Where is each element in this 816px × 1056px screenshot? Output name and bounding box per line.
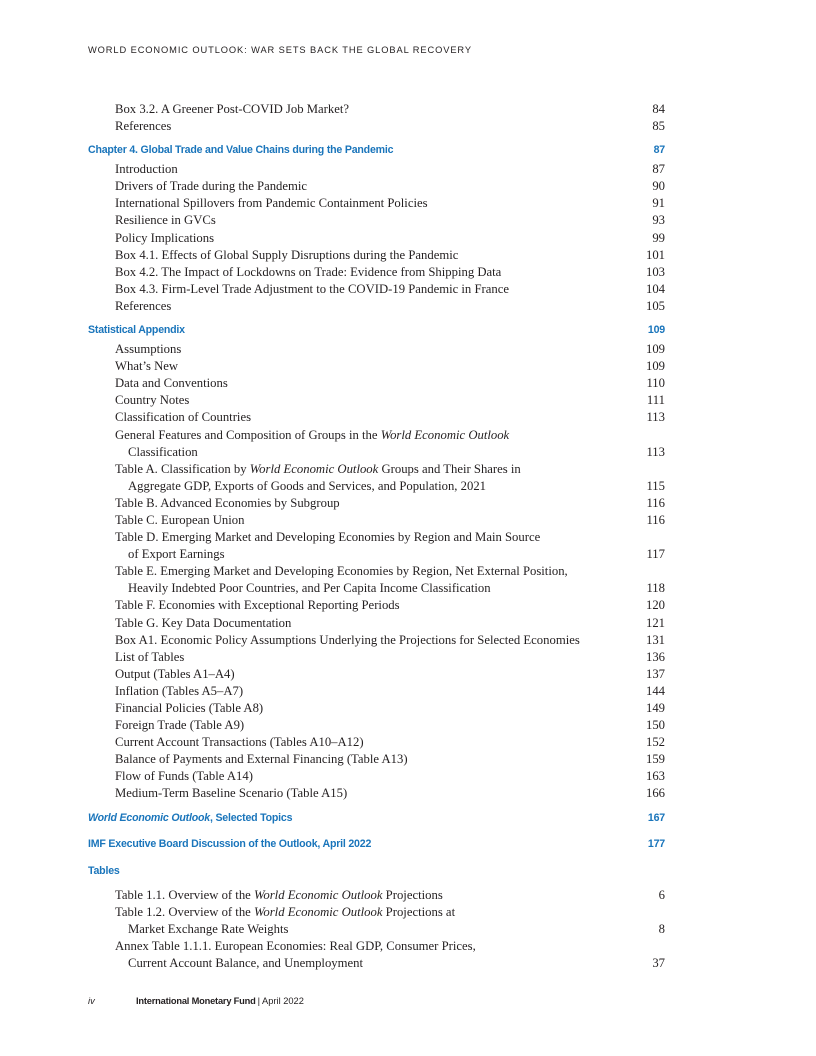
entry-page: 136: [645, 649, 665, 664]
entry-text: Country Notes: [115, 393, 190, 408]
entry-page: 93: [652, 213, 665, 228]
entry-text: Table G. Key Data Documentation: [115, 615, 292, 630]
entry-page: 120: [645, 598, 665, 613]
toc-entry-table-1-2[interactable]: [88, 904, 665, 938]
entry-text: Introduction: [115, 162, 178, 177]
entry-page: 110: [646, 376, 665, 391]
entry-page: 149: [645, 701, 665, 715]
entry-text: Flow of Funds (Table A14): [115, 769, 253, 784]
section-title: Statistical Appendix: [88, 324, 185, 337]
entry-page: 117: [646, 547, 665, 562]
entry-page: 105: [645, 298, 665, 313]
entry-page: 113: [646, 444, 665, 459]
entry-text: Table D. Emerging Market and Developing Economies by Region and Main Source: [115, 530, 541, 545]
entry-page: 113: [646, 410, 665, 425]
entry-text: Table 1.2. Overview of the: [115, 904, 254, 919]
toc-entry[interactable]: [88, 785, 665, 802]
toc-entry[interactable]: [88, 683, 665, 700]
toc-group-appendix-c: [88, 597, 665, 802]
toc-entry[interactable]: [88, 264, 665, 281]
entry-page: 91: [652, 196, 665, 211]
toc-entry[interactable]: [88, 161, 665, 178]
entry-text: Box 4.1. Effects of Global Supply Disruptions during the Pandemic: [115, 247, 459, 262]
toc-entry[interactable]: [88, 597, 665, 614]
toc-chapter4-heading[interactable]: [88, 143, 665, 157]
toc-entry[interactable]: [88, 358, 665, 375]
entry-text: Table C. European Union: [115, 512, 245, 527]
entry-text-after: Groups and Their Shares in: [378, 461, 521, 476]
entry-text: Annex Table 1.1.1. European Economies: Real GDP, Consumer Prices,: [115, 938, 476, 953]
entry-text: Table E. Emerging Market and Developing Economies by Region, Net External Position,: [115, 564, 568, 579]
section-page: 87: [653, 144, 665, 157]
entry-page: 137: [645, 666, 665, 681]
entry-page: 118: [646, 581, 665, 596]
toc-weo-selected-topics-heading[interactable]: [88, 811, 665, 825]
entry-page: 115: [646, 478, 665, 493]
entry-continuation: of Export Earnings: [128, 547, 225, 562]
toc-entry[interactable]: [88, 734, 665, 751]
toc-entry-table-d[interactable]: [88, 529, 665, 563]
entry-page: 116: [646, 495, 665, 510]
toc-entry[interactable]: [88, 298, 665, 315]
entry-continuation: Current Account Balance, and Unemployment: [128, 955, 364, 970]
publication-date: April 2022: [262, 996, 304, 1006]
entry-page: 121: [645, 615, 665, 630]
entry-text: Box 4.3. Firm-Level Trade Adjustment to the COVID-19 Pandemic in France: [115, 281, 509, 296]
section-title: Tables: [88, 864, 120, 877]
entry-page: 6: [658, 887, 665, 902]
entry-text: Table F. Economies with Exceptional Reporting Periods: [115, 598, 400, 613]
toc-entry-table-e[interactable]: [88, 563, 665, 597]
entry-continuation: Aggregate GDP, Exports of Goods and Services, and Population, 2021: [128, 478, 487, 493]
toc-entry[interactable]: [88, 512, 665, 529]
entry-italic: World Economic Outlook: [249, 461, 379, 476]
entry-page: 150: [645, 718, 665, 733]
entry-text: International Spillovers from Pandemic Containment Policies: [115, 196, 428, 211]
toc-entry[interactable]: [88, 495, 665, 512]
toc-group-appendix-b: [88, 495, 665, 529]
entry-text: What’s New: [115, 359, 179, 374]
entry-text: Resilience in GVCs: [115, 213, 216, 228]
toc-group-chapter4: [88, 161, 665, 315]
entry-page: 103: [645, 264, 665, 279]
entry-page: 8: [658, 921, 665, 936]
toc-entry[interactable]: [88, 666, 665, 683]
toc-entry[interactable]: [88, 615, 665, 632]
section-page: 167: [647, 811, 665, 824]
section-title: Chapter 4. Global Trade and Value Chains during the Pandemic: [88, 144, 394, 157]
page-folio: iv: [88, 996, 95, 1006]
toc-statistical-appendix-heading[interactable]: [88, 323, 665, 337]
entry-italic: World Economic Outlook: [253, 887, 383, 902]
entry-page: 159: [645, 752, 665, 767]
footer-separator: |: [257, 996, 261, 1006]
toc-entry[interactable]: [88, 392, 665, 409]
toc-imf-board-heading[interactable]: [88, 837, 665, 851]
entry-page: 109: [645, 359, 665, 374]
toc-entry[interactable]: [88, 751, 665, 768]
toc-entry[interactable]: [88, 230, 665, 247]
section-title: IMF Executive Board Discussion of the Outlook, April 2022: [88, 837, 372, 850]
entry-text: Assumptions: [115, 342, 182, 357]
toc-entry[interactable]: [88, 632, 665, 649]
running-header: WORLD ECONOMIC OUTLOOK: WAR SETS BACK THE GLOBAL RECOVERY: [88, 45, 472, 55]
toc-entry[interactable]: [88, 700, 665, 717]
entry-text: Balance of Payments and External Financing (Table A13): [115, 752, 408, 767]
toc-entry[interactable]: [88, 101, 665, 118]
entry-page: 87: [652, 162, 665, 177]
toc-entry-annex-table-1-1-1[interactable]: [88, 938, 665, 972]
entry-page: 85: [652, 119, 665, 134]
toc-entry[interactable]: [88, 768, 665, 785]
entry-text: Data and Conventions: [115, 376, 228, 391]
entry-text: Foreign Trade (Table A9): [115, 718, 245, 733]
toc-entry[interactable]: [88, 195, 665, 212]
entry-page: 116: [646, 512, 665, 527]
entry-text-after: Projections at: [382, 904, 456, 919]
page-footer: [88, 996, 304, 1006]
entry-text: Medium-Term Baseline Scenario (Table A15): [115, 786, 348, 801]
entry-page: 163: [645, 769, 665, 784]
toc-entry[interactable]: [88, 375, 665, 392]
entry-text: Output (Tables A1–A4): [115, 666, 235, 681]
toc-entry[interactable]: [88, 118, 665, 135]
entry-text: General Features and Composition of Groups in the: [115, 427, 381, 442]
entry-text: Policy Implications: [115, 230, 215, 245]
section-page: 109: [647, 324, 665, 337]
entry-page: 101: [645, 247, 665, 262]
toc-tables-heading: [88, 864, 665, 878]
toc-entry[interactable]: [88, 409, 665, 426]
entry-page: 109: [645, 342, 665, 357]
publisher-name: International Monetary Fund: [136, 996, 256, 1006]
toc-entry[interactable]: [88, 178, 665, 195]
section-title-italic: World Economic Outlook: [88, 811, 210, 824]
toc-group-chapter3-tail: [88, 101, 665, 135]
entry-text: Classification of Countries: [115, 410, 252, 425]
toc-entry[interactable]: [88, 212, 665, 229]
toc-entry-general-features[interactable]: [88, 427, 665, 461]
entry-page: 37: [652, 955, 665, 970]
entry-page: 152: [645, 735, 665, 750]
entry-text: Box A1. Economic Policy Assumptions Underlying the Projections for Selected Economies: [115, 632, 580, 647]
entry-text: Box 3.2. A Greener Post-COVID Job Market?: [115, 102, 349, 116]
entry-text: Box 4.2. The Impact of Lockdowns on Trade: Evidence from Shipping Data: [115, 264, 502, 279]
entry-continuation: Classification: [128, 444, 198, 459]
section-title: [88, 812, 292, 824]
entry-page: 104: [645, 281, 665, 296]
entry-text: List of Tables: [115, 649, 185, 664]
entry-text: Table A. Classification by: [115, 461, 250, 476]
section-title-rest: , Selected Topics: [209, 811, 293, 824]
toc-entry[interactable]: [88, 649, 665, 666]
entry-continuation: Market Exchange Rate Weights: [128, 921, 289, 936]
entry-text: Current Account Transactions (Tables A10–A12): [115, 735, 364, 750]
entry-page: 131: [645, 632, 665, 647]
entry-text: References: [115, 298, 172, 313]
entry-page: 144: [645, 683, 665, 698]
toc-entry-table-1-1[interactable]: [88, 887, 665, 904]
toc-entry-table-a[interactable]: [88, 461, 665, 495]
entry-text: Table B. Advanced Economies by Subgroup: [115, 495, 340, 510]
section-page: 177: [647, 837, 665, 850]
entry-page: 166: [645, 786, 665, 801]
toc-group-appendix-a: [88, 341, 665, 426]
entry-page: 84: [652, 102, 665, 116]
entry-page: 99: [652, 230, 665, 245]
toc-entry[interactable]: [88, 341, 665, 358]
entry-text: Drivers of Trade during the Pandemic: [115, 179, 308, 194]
entry-text: Inflation (Tables A5–A7): [115, 683, 244, 698]
entry-page: 90: [652, 179, 665, 194]
toc-entry[interactable]: [88, 717, 665, 734]
table-of-contents: [88, 101, 665, 972]
entry-italic: World Economic Outlook: [380, 427, 510, 442]
entry-text: References: [115, 119, 172, 134]
entry-continuation: Heavily Indebted Poor Countries, and Per Capita Income Classification: [128, 581, 491, 596]
toc-entry[interactable]: [88, 281, 665, 298]
entry-italic: World Economic Outlook: [253, 904, 383, 919]
entry-text: Table 1.1. Overview of the: [115, 887, 254, 902]
toc-entry[interactable]: [88, 247, 665, 264]
entry-text: Financial Policies (Table A8): [115, 701, 264, 715]
entry-text-after: Projections: [382, 887, 443, 902]
entry-page: 111: [646, 393, 665, 408]
